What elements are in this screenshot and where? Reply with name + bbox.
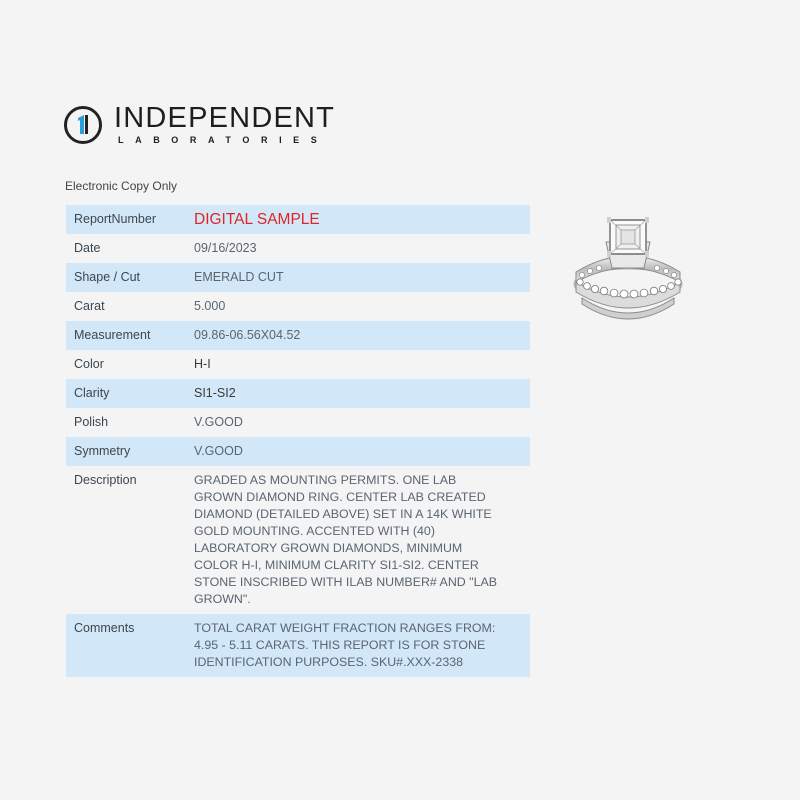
logo-title: INDEPENDENT — [114, 102, 336, 134]
row-value: 09/16/2023 — [194, 241, 257, 255]
row-value: 5.000 — [194, 299, 226, 313]
row-label: Polish — [74, 415, 109, 429]
logo-subtitle: LABORATORIES — [118, 135, 329, 145]
row-label: ReportNumber — [74, 212, 156, 226]
row-value: V.GOOD — [194, 444, 243, 458]
row-label: Measurement — [74, 328, 151, 342]
row-value: H-I — [194, 357, 211, 371]
row-value: GRADED AS MOUNTING PERMITS. ONE LAB GROWN DIAMOND RING. CENTER LAB CREATED DIAMOND (DETAILED ABOVE) SET IN A 14K WHITE GOLD MOUNTING. ACCENTED WITH (40) LABORATORY GROWN DIAMONDS, MINIMUM COLOR H-I, MINIMUM CLARITY SI1-SI2. CENTER STONE INSCRIBED WITH ILAB NUMBER# AND "LAB GROWN". — [194, 473, 497, 606]
electronic-copy-note: Electronic Copy Only — [65, 179, 178, 193]
row-value: TOTAL CARAT WEIGHT FRACTION RANGES FROM: 4.95 - 5.11 CARATS. THIS REPORT IS FOR STONE IDENTIFICATION PURPOSES. SKU#.XXX-2338 — [194, 621, 496, 669]
row-value: DIGITAL SAMPLE — [194, 211, 320, 228]
row-label: Date — [74, 241, 101, 255]
row-label: Carat — [74, 299, 105, 313]
row-label: Shape / Cut — [74, 270, 141, 284]
row-value: SI1-SI2 — [194, 386, 236, 400]
row-carat — [66, 292, 530, 321]
row-report-number — [66, 205, 530, 234]
row-description — [66, 466, 530, 614]
company-logo — [64, 104, 394, 152]
ring-icon — [570, 212, 686, 332]
report-table — [66, 205, 530, 677]
row-label: Description — [74, 473, 137, 487]
row-comments — [66, 614, 530, 677]
independent-laboratories-logo-icon — [64, 106, 102, 144]
row-shape-cut — [66, 263, 530, 292]
row-clarity — [66, 379, 530, 408]
row-label: Clarity — [74, 386, 110, 400]
row-value: 09.86-06.56X04.52 — [194, 328, 301, 342]
row-label: Color — [74, 357, 104, 371]
row-label: Comments — [74, 621, 135, 635]
row-value: V.GOOD — [194, 415, 243, 429]
row-date — [66, 234, 530, 263]
row-color — [66, 350, 530, 379]
row-symmetry — [66, 437, 530, 466]
row-polish — [66, 408, 530, 437]
row-label: Symmetry — [74, 444, 131, 458]
row-measurement — [66, 321, 530, 350]
row-value: EMERALD CUT — [194, 270, 284, 284]
